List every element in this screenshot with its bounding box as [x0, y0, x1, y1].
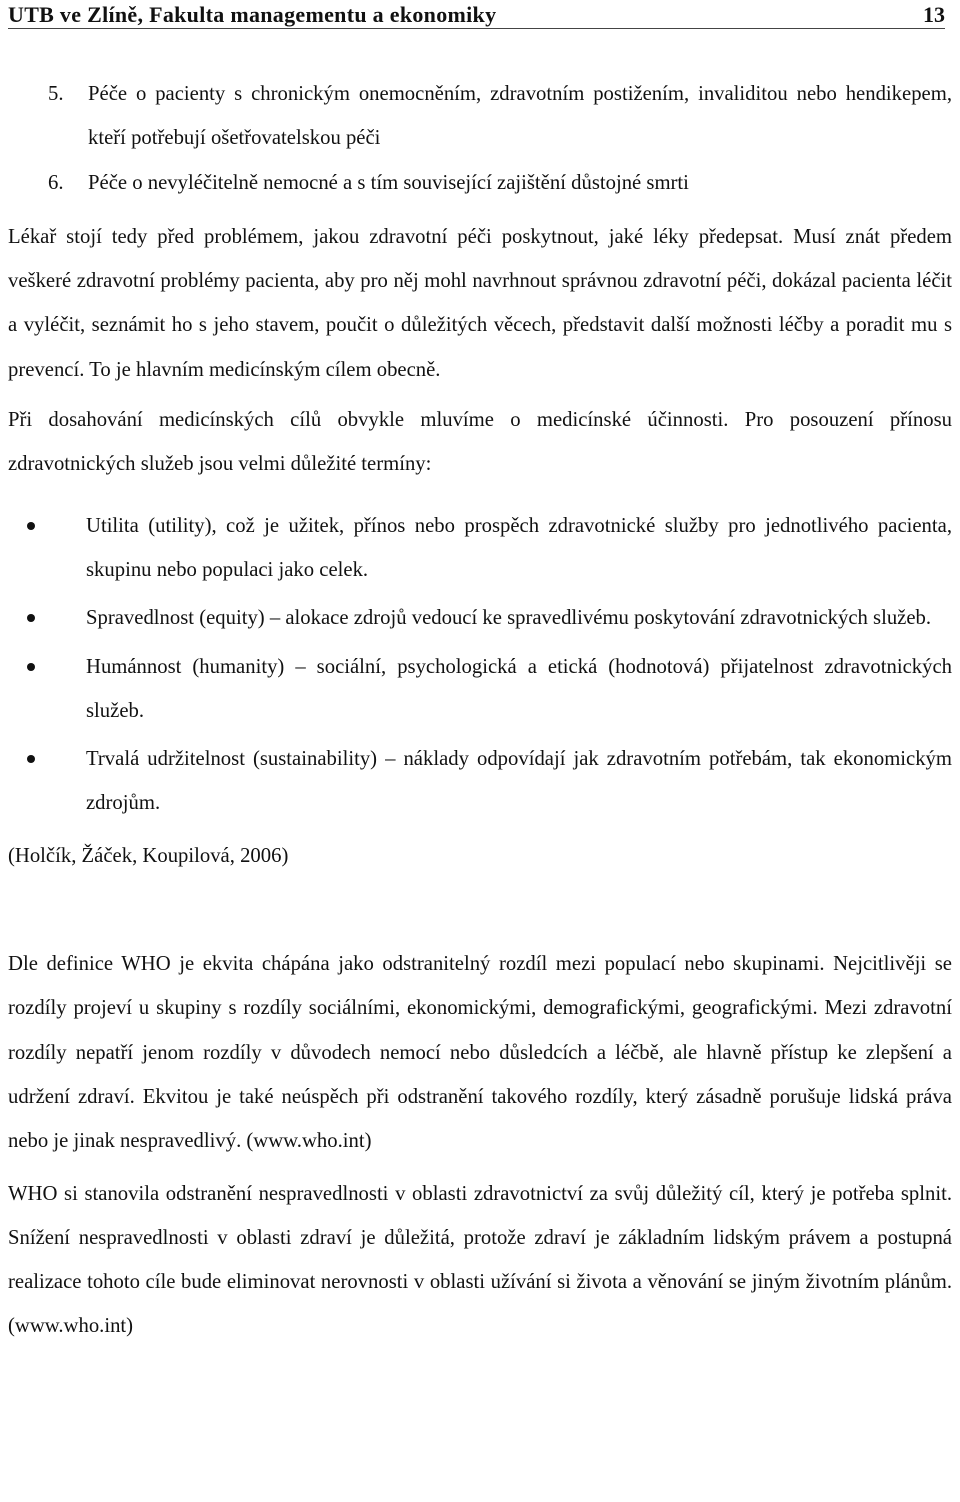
page-header: [8, 0, 945, 29]
bullet-icon: [8, 596, 86, 640]
bullet-item: [8, 596, 952, 640]
bullet-icon: [8, 737, 86, 826]
numbered-list-item: [8, 161, 952, 205]
list-number: 6.: [48, 171, 64, 194]
bullet-text: Humánnost (humanity) – sociální, psychologická a etická (hodnotová) přijatelnost zdravotnických služeb.: [86, 655, 952, 722]
bullet-icon: [8, 645, 86, 734]
bullet-list: [8, 504, 952, 826]
list-number: 5.: [48, 83, 64, 105]
paragraph-medical-goals: Při dosahování medicínských cílů obvykle mluvíme o medicínské účinnosti. Pro posouzení přínosu zdravotnických služeb jsou velmi důležité termíny:: [8, 409, 952, 476]
document-body: [8, 72, 952, 1349]
list-item-text: Péče o nevyléčitelně nemocné a s tím související zajištění důstojné smrti: [88, 171, 689, 194]
paragraph-who-goal: WHO si stanovila odstranění nespravedlnosti v oblasti zdravotnictví za svůj důležitý cíl, který je potřeba splnit. Snížení nespravedlnosti v oblasti zdraví je důležitá, protože zdraví je základním lidským právem a postupná realizace tohoto cíle bude eliminovat nerovnosti v oblasti užívání si života a věnování se jiným životním plánům. (www.who.int): [8, 1182, 952, 1338]
numbered-list-item: [8, 72, 952, 161]
page-number: 13: [923, 2, 945, 27]
paragraph-lekar: Lékař stojí tedy před problémem, jakou zdravotní péči poskytnout, jaké léky předepsat. Musí znát předem veškeré zdravotní problémy pacienta, aby pro něj mohl navrhnout správnou zdravotní péči, dokázal pacienta léčit a vyléčit, seznámit ho s jeho stavem, poučit o důležitých věcech, představit další možnosti léčby a poradit mu s prevencí. To je hlavním medicínským cílem obecně.: [8, 225, 952, 381]
header-title: UTB ve Zlíně, Fakulta managementu a ekonomiky: [8, 2, 497, 27]
bullet-item: [8, 645, 952, 734]
bullet-text: Spravedlnost (equity) – alokace zdrojů vedoucí ke spravedlivému poskytování zdravotnických služeb.: [86, 607, 932, 630]
bullet-icon: [8, 504, 86, 593]
list-item-text: Péče o pacienty s chronickým onemocněním, zdravotním postižením, invaliditou nebo hendikepem, kteří potřebují ošetřovatelskou péči: [88, 83, 952, 150]
paragraph-who-definition: Dle definice WHO je ekvita chápána jako odstranitelný rozdíl mezi populací nebo skupinami. Nejcitlivěji se rozdíly projeví u skupiny s rozdíly sociálními, ekonomickými, demografickými, geografickými. Mezi zdravotní rozdíly nepatří jenom rozdíly v důvodech nemocí nebo důsledcích a léčbě, ale hlavně přístup ke zlepšení a udržení zdraví. Ekvitou je také neúspěch při odstranění takového rozdíly, který zásadně porušuje lidská práva nebo je jinak nespravedlivý. (www.who.int): [8, 953, 952, 1153]
bullet-item: [8, 737, 952, 826]
bullet-item: [8, 504, 952, 593]
citation: (Holčík, Žáček, Koupilová, 2006): [8, 844, 289, 867]
bullet-text: Trvalá udržitelnost (sustainability) – náklady odpovídají jak zdravotním potřebám, tak ekonomickým zdrojům.: [86, 748, 952, 815]
numbered-list: [8, 72, 952, 205]
bullet-text: Utilita (utility), což je užitek, přínos nebo prospěch zdravotnické služby pro jednotlivého pacienta, skupinu nebo populaci jako celek.: [86, 514, 952, 581]
